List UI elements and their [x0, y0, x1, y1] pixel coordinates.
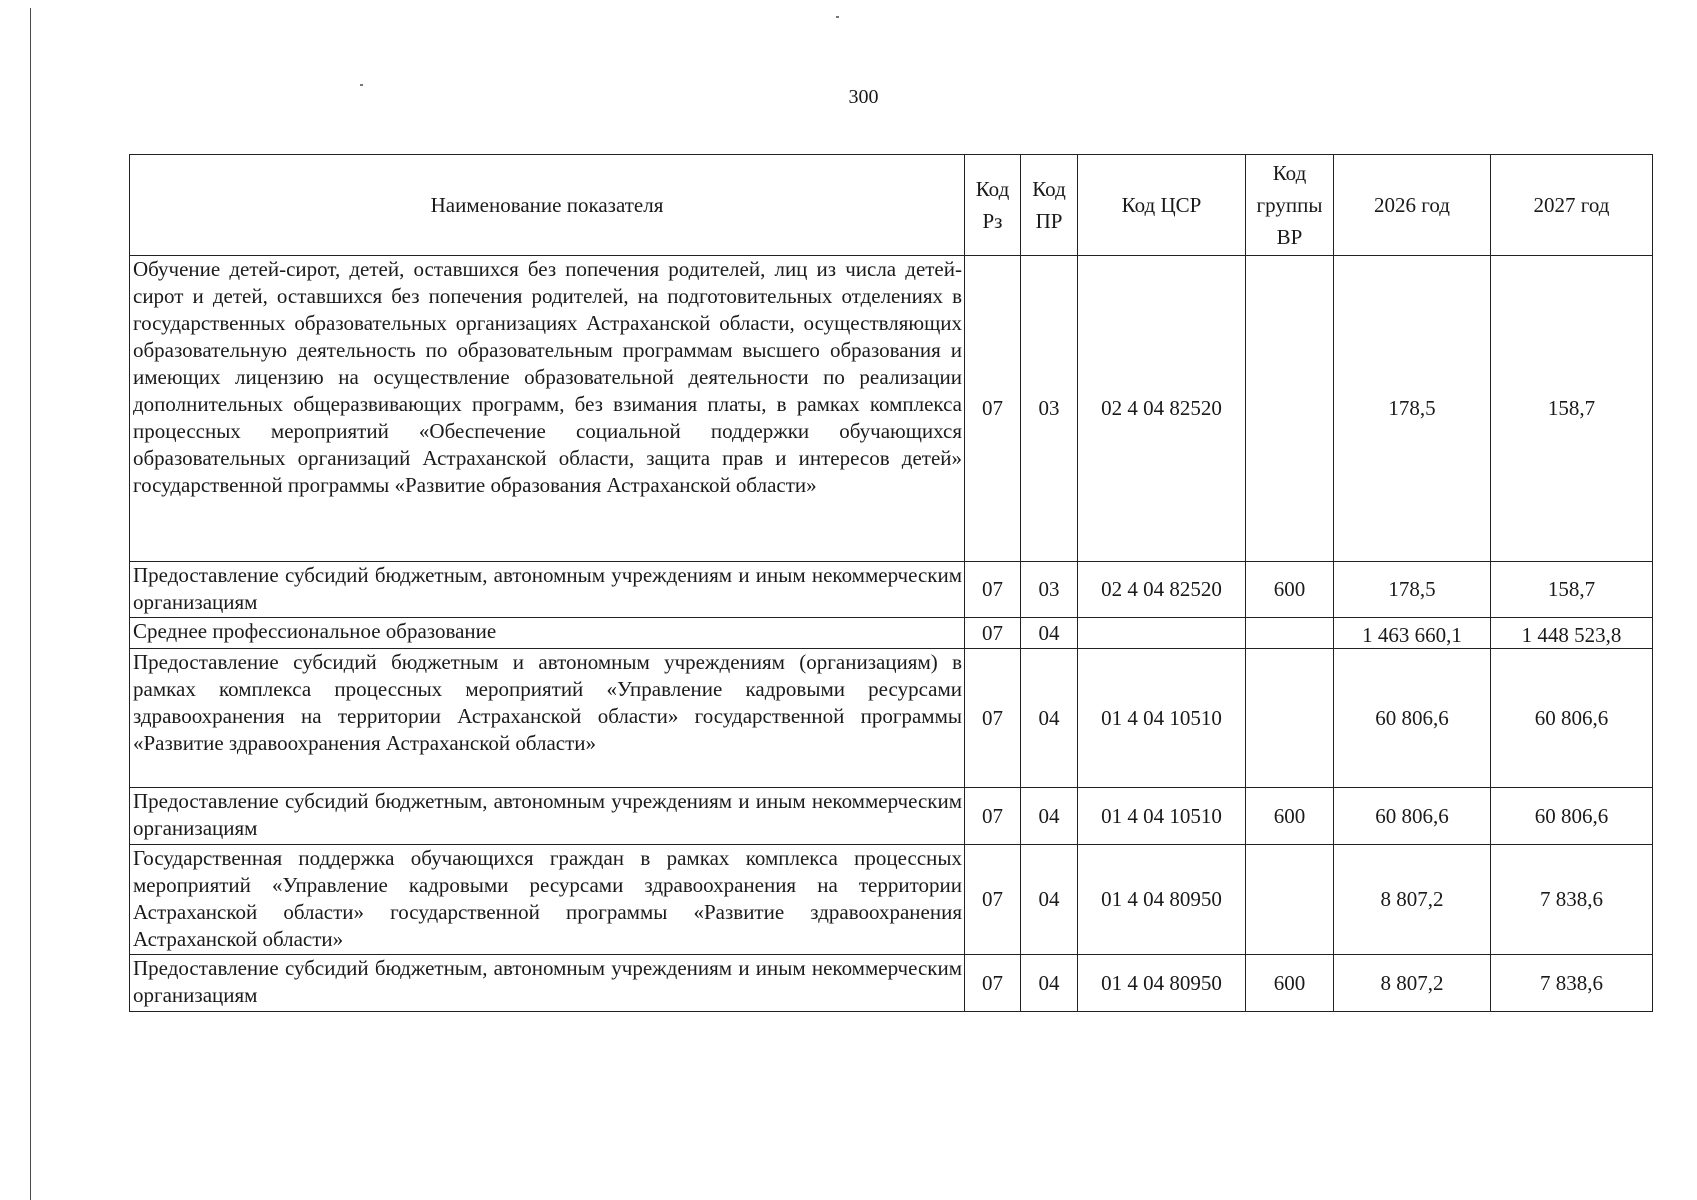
table-row [130, 256, 1653, 562]
row-pr: 04 [1021, 955, 1078, 1012]
row-rz: 07 [965, 845, 1021, 955]
row-pr: 04 [1021, 649, 1078, 788]
row-vr [1246, 649, 1334, 788]
row-rz: 07 [965, 788, 1021, 845]
table-row [130, 955, 1653, 1012]
row-rz: 07 [965, 955, 1021, 1012]
row-name: Среднее профессиональное образование [130, 618, 965, 649]
row-name: Предоставление субсидий бюджетным и автономным учреждениям (организациям) в рамках комплекса процессных мероприятий «Управление кадровыми ресурсами здравоохранения на территории Астраханской области» государственной программы «Развитие здравоохранения Астраханской области» [130, 649, 965, 788]
row-rz: 07 [965, 562, 1021, 618]
header-vr: Код группы ВР [1246, 155, 1334, 256]
row-name: Обучение детей-сирот, детей, оставшихся без попечения родителей, лиц из числа детей-сирот и детей, оставшихся без попечения родителей, на подготовительных отделениях в государственных образовательных организациях Астраханской области, осуществляющих образовательную деятельность по образовательным программам высшего образования и имеющих лицензию на осуществление образовательной деятельности по реализации дополнительных общеразвивающих программ, без взимания платы, в рамках комплекса процессных мероприятий «Обеспечение социальной поддержки обучающихся образовательных организаций Астраханской области, защита прав и интересов детей» государственной программы «Развитие образования Астраханской области» [130, 256, 965, 562]
row-2026: 178,5 [1334, 562, 1491, 618]
row-csr: 02 4 04 82520 [1078, 256, 1246, 562]
row-vr [1246, 618, 1334, 649]
row-2026: 60 806,6 [1334, 788, 1491, 845]
table-row [130, 649, 1653, 788]
header-2026: 2026 год [1334, 155, 1491, 256]
row-2027: 158,7 [1491, 256, 1653, 562]
row-csr: 02 4 04 82520 [1078, 562, 1246, 618]
row-pr: 04 [1021, 845, 1078, 955]
row-name: Предоставление субсидий бюджетным, автономным учреждениям и иным некоммерческим организациям [130, 955, 965, 1012]
page-number: 300 [848, 86, 879, 108]
row-rz: 07 [965, 649, 1021, 788]
row-name: Предоставление субсидий бюджетным, автономным учреждениям и иным некоммерческим организациям [130, 562, 965, 618]
row-name: Предоставление субсидий бюджетным, автономным учреждениям и иным некоммерческим организациям [130, 788, 965, 845]
header-csr: Код ЦСР [1078, 155, 1246, 256]
row-2027: 60 806,6 [1491, 788, 1653, 845]
row-2026: 8 807,2 [1334, 845, 1491, 955]
row-2027: 158,7 [1491, 562, 1653, 618]
header-rz: Код Рз [965, 155, 1021, 256]
row-pr: 03 [1021, 562, 1078, 618]
row-2026: 8 807,2 [1334, 955, 1491, 1012]
table-header-row [130, 155, 1653, 256]
row-name: Государственная поддержка обучающихся граждан в рамках комплекса процессных мероприятий «Управление кадровыми ресурсами здравоохранения на территории Астраханской области» государственной программы «Развитие здравоохранения Астраханской области» [130, 845, 965, 955]
row-2027: 7 838,6 [1491, 845, 1653, 955]
row-2027: 60 806,6 [1491, 649, 1653, 788]
row-vr [1246, 256, 1334, 562]
row-rz: 07 [965, 618, 1021, 649]
budget-table [129, 154, 1653, 1012]
row-csr: 01 4 04 80950 [1078, 955, 1246, 1012]
row-pr: 04 [1021, 788, 1078, 845]
table-row [130, 562, 1653, 618]
row-2026: 60 806,6 [1334, 649, 1491, 788]
scan-left-edge [30, 8, 31, 1200]
row-vr [1246, 845, 1334, 955]
header-2027: 2027 год [1491, 155, 1653, 256]
row-pr: 04 [1021, 618, 1078, 649]
row-rz: 07 [965, 256, 1021, 562]
table-row [130, 788, 1653, 845]
row-2027: 1 448 523,8 [1491, 618, 1653, 649]
header-pr: Код ПР [1021, 155, 1078, 256]
row-vr: 600 [1246, 955, 1334, 1012]
row-vr: 600 [1246, 788, 1334, 845]
row-csr [1078, 618, 1246, 649]
row-vr: 600 [1246, 562, 1334, 618]
row-2027: 7 838,6 [1491, 955, 1653, 1012]
row-2026: 1 463 660,1 [1334, 618, 1491, 649]
row-csr: 01 4 04 10510 [1078, 788, 1246, 845]
row-csr: 01 4 04 80950 [1078, 845, 1246, 955]
table-row [130, 618, 1653, 649]
row-pr: 03 [1021, 256, 1078, 562]
header-name: Наименование показателя [130, 155, 965, 256]
row-2026: 178,5 [1334, 256, 1491, 562]
scan-speck [836, 16, 839, 18]
table-row [130, 845, 1653, 955]
row-csr: 01 4 04 10510 [1078, 649, 1246, 788]
